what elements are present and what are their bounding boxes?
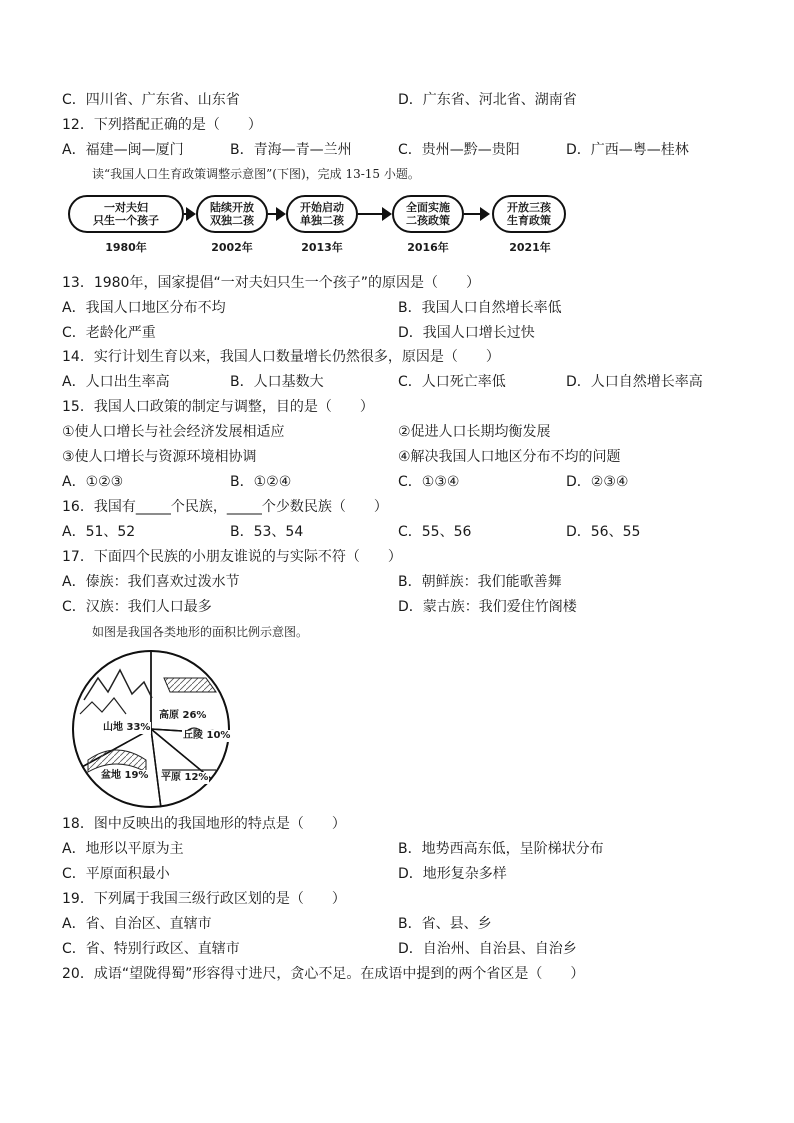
q13-option-b: B．我国人口自然增长率低 (398, 300, 562, 316)
policy-year-5: 2021年 (509, 241, 551, 254)
policy-step-4-line2: 二孩政策 (406, 214, 450, 227)
pie-label-plateau: 高原 26% (159, 710, 207, 721)
q12-option-b: B．青海—青—兰州 (230, 142, 352, 158)
q13-option-d: D．我国人口增长过快 (398, 325, 535, 341)
policy-step-5 (492, 195, 566, 233)
policy-year-3: 2013年 (301, 241, 343, 254)
arrow-right-icon (480, 207, 490, 221)
q18-option-b: B．地势西高东低，呈阶梯状分布 (398, 841, 604, 857)
policy-year-1: 1980年 (105, 241, 147, 254)
policy-step-1 (68, 195, 184, 233)
q13-option-a: A．我国人口地区分布不均 (62, 300, 226, 316)
q15-statement-2: ②促进人口长期均衡发展 (398, 424, 551, 440)
policy-step-2-line1: 陆续开放 (210, 201, 254, 214)
q13-stem: 13．1980年，国家提倡“一对夫妇只生一个孩子”的原因是（ ） (62, 275, 480, 291)
q12-option-d: D．广西—粤—桂林 (566, 142, 689, 158)
pie-label-basin: 盆地 19% (101, 770, 149, 781)
policy-year-2: 2002年 (211, 241, 253, 254)
policy-step-4-line1: 全面实施 (406, 201, 450, 214)
q16-option-b: B．53、54 (230, 524, 304, 540)
q11-option-c: C．四川省、广东省、山东省 (62, 92, 240, 108)
q14-option-a: A．人口出生率高 (62, 374, 170, 390)
pie-label-plain: 平原 12% (161, 772, 209, 783)
q19-stem: 19．下列属于我国三级行政区划的是（ ） (62, 891, 346, 907)
q16-stem: 16．我国有_____个民族，_____个少数民族（ ） (62, 499, 388, 515)
q16-option-d: D．56、55 (566, 524, 641, 540)
q15-option-b: B．①②④ (230, 474, 292, 490)
q18-option-c: C．平原面积最小 (62, 866, 170, 882)
terrain-pie-chart (66, 648, 236, 810)
q14-stem: 14．实行计划生育以来，我国人口数量增长仍然很多，原因是（ ） (62, 349, 500, 365)
q17-option-c: C．汉族：我们人口最多 (62, 599, 212, 615)
policy-step-4 (392, 195, 464, 233)
policy-step-5-line2: 生育政策 (507, 214, 551, 227)
policy-step-2-line2: 双独二孩 (210, 214, 254, 227)
q15-statement-1: ①使人口增长与社会经济发展相适应 (62, 424, 285, 440)
q17-stem: 17．下面四个民族的小朋友谁说的与实际不符（ ） (62, 549, 402, 565)
policy-step-1-line1: 一对夫妇 (104, 201, 148, 214)
q17-option-b: B．朝鲜族：我们能歌善舞 (398, 574, 562, 590)
q19-option-d: D．自治州、自治县、自治乡 (398, 941, 577, 957)
q18-stem: 18．图中反映出的我国地形的特点是（ ） (62, 816, 346, 832)
q12-option-c: C．贵州—黔—贵阳 (398, 142, 520, 158)
q14-option-b: B．人口基数大 (230, 374, 324, 390)
q14-option-d: D．人口自然增长率高 (566, 374, 703, 390)
q19-option-c: C．省、特别行政区、直辖市 (62, 941, 240, 957)
policy-flow-diagram (68, 195, 568, 261)
policy-step-3-line2: 单独二孩 (300, 214, 344, 227)
q15-statement-3: ③使人口增长与资源环境相协调 (62, 449, 257, 465)
q15-option-c: C．①③④ (398, 474, 460, 490)
policy-step-3-line1: 开始启动 (300, 201, 344, 214)
arrow-right-icon (276, 207, 286, 221)
q11-option-d: D．广东省、河北省、湖南省 (398, 92, 577, 108)
q12-option-a: A．福建—闽—厦门 (62, 142, 184, 158)
policy-step-5-line1: 开放三孩 (507, 201, 551, 214)
policy-step-1-line2: 只生一个孩子 (93, 214, 159, 227)
q15-stem: 15．我国人口政策的制定与调整，目的是（ ） (62, 399, 374, 415)
policy-step-3 (286, 195, 358, 233)
q18-option-a: A．地形以平原为主 (62, 841, 184, 857)
pie-label-mountain: 山地 33% (103, 722, 151, 733)
q20-stem: 20．成语“望陇得蜀”形容得寸进尺，贪心不足。在成语中提到的两个省区是（ ） (62, 966, 585, 982)
arrow-right-icon (382, 207, 392, 221)
q12-stem: 12．下列搭配正确的是（ ） (62, 117, 262, 133)
q18-option-d: D．地形复杂多样 (398, 866, 507, 882)
q15-statement-4: ④解决我国人口地区分布不均的问题 (398, 449, 621, 465)
q19-option-b: B．省、县、乡 (398, 916, 492, 932)
q17-option-a: A．傣族：我们喜欢过泼水节 (62, 574, 240, 590)
q19-option-a: A．省、自治区、直辖市 (62, 916, 212, 932)
q17-option-d: D．蒙古族：我们爱住竹阁楼 (398, 599, 577, 615)
q14-option-c: C．人口死亡率低 (398, 374, 506, 390)
arrow-right-icon (186, 207, 196, 221)
q15-option-d: D．②③④ (566, 474, 629, 490)
q16-option-a: A．51、52 (62, 524, 136, 540)
q15-option-a: A．①②③ (62, 474, 124, 490)
policy-year-4: 2016年 (407, 241, 449, 254)
pie-label-hills: 丘陵 10% (183, 730, 231, 741)
q13-option-c: C．老龄化严重 (62, 325, 156, 341)
policy-step-2 (196, 195, 268, 233)
intro-13-15: 读“我国人口生育政策调整示意图”(下图)，完成 13-15 小题。 (92, 167, 420, 181)
q16-option-c: C．55、56 (398, 524, 472, 540)
intro-18: 如图是我国各类地形的面积比例示意图。 (92, 625, 309, 639)
